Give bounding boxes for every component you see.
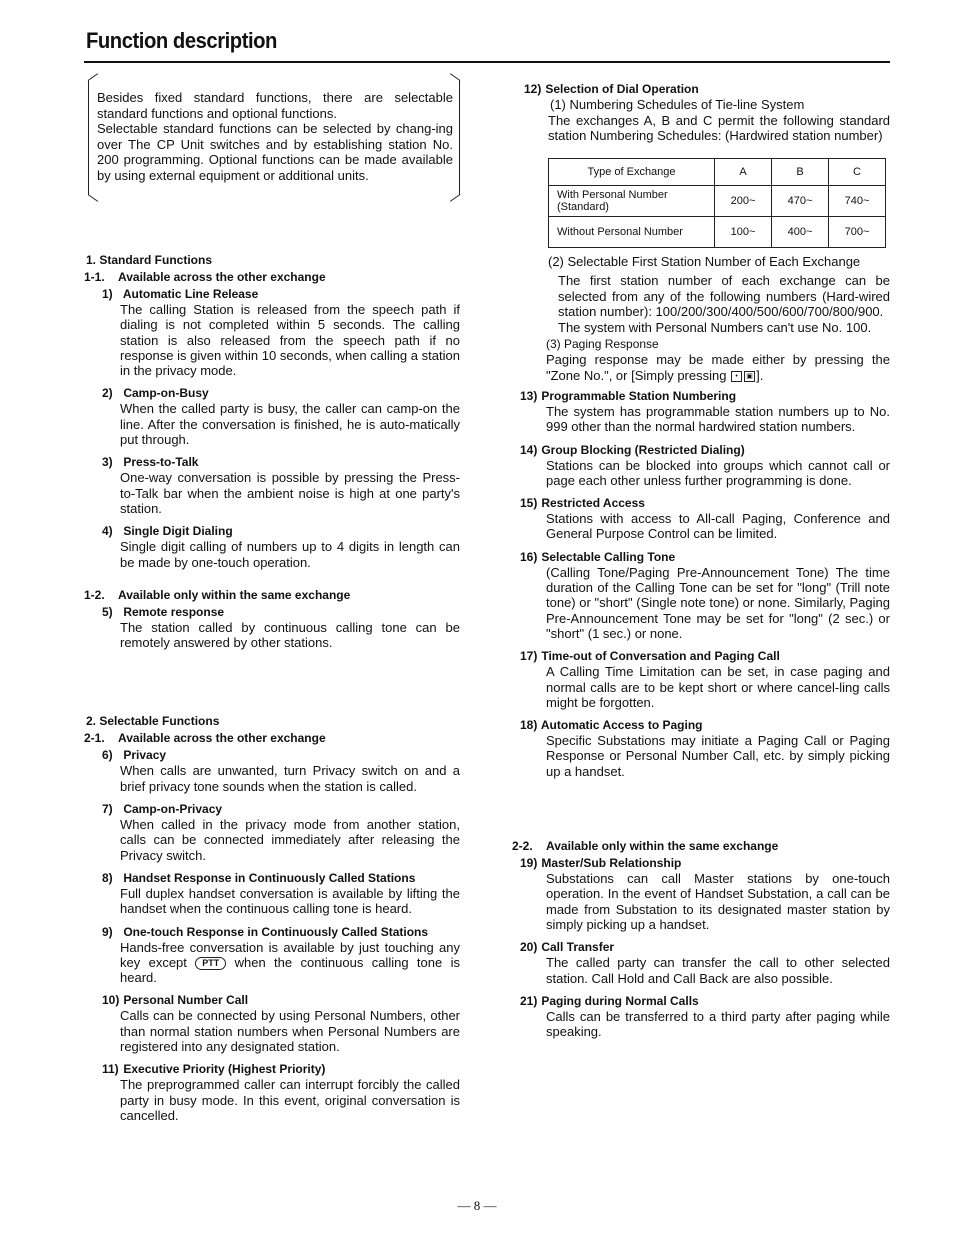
item-automatic-line-release: 1) Automatic Line Release The calling Station is released from the speech path if dialing is not completed within 5 seconds. The calling station is also released from the speech path if no response is given within 10 seconds, when calling a station in the privacy mode. — [102, 287, 460, 379]
intro-bracket-right — [447, 80, 460, 195]
table-cell: 700~ — [829, 216, 886, 247]
item-body: Specific Substations may initiate a Paging Call or Paging Response or Personal Number Call, etc. by simply picking up a handset. — [546, 733, 890, 779]
item-body: The station called by continuous calling tone can be remotely answered by other stations. — [120, 619, 460, 651]
item-body: The preprogrammed caller can interrupt forcibly the called party in busy mode. In this event, original conversation is cancelled. — [120, 1077, 460, 1123]
dial-sub3-body: Paging response may be made either by pressing the "Zone No.", or [Simply pressing • ▣ ]. — [546, 352, 890, 383]
ptt-key-icon: PTT — [195, 957, 226, 970]
item-body: Calls can be connected by using Personal Numbers, other than normal station numbers when Personal Numbers are registered into any designated station. — [120, 1008, 460, 1055]
table-header-row — [549, 158, 886, 185]
item-body: Hands-free conversation is available by just touching any key except PTT when the continuous calling tone is heard. — [120, 939, 460, 986]
dial-sub2-head: (2) Selectable First Station Number of Each Exchange — [548, 253, 861, 269]
item-body: When the called party is busy, the caller can camp-on the line. After the conversation is finished, he is auto-matically put through. — [120, 401, 460, 448]
intro-para-1: Besides fixed standard functions, there are selectable standard functions and optional functions. — [97, 90, 453, 121]
item-body: One-way conversation is possible by pressing the Press-to-Talk bar when the ambient noise is high at one party's station. — [120, 470, 460, 516]
table-row — [549, 185, 886, 216]
item-selectable-calling-tone: 16) Selectable Calling Tone (Calling Tone/Paging Pre-Announcement Tone) The time duration of the Calling Tone can be set for "long" (Trill note tone) or "short" (Single note tone) or none. Similarly, Paging Pre-Announcement Tone may be set for "long" (2 sec.) or "short" (1 sec.) or none. — [520, 549, 890, 641]
table-cell: Without Personal Number — [549, 216, 715, 247]
item-body: A Calling Time Limitation can be set, in case paging and normal calls are to be kept short or where cancel-ling calls might be forgotten. — [546, 664, 890, 710]
right-column — [512, 82, 890, 1047]
item-time-out: 17) Time-out of Conversation and Paging Call A Calling Time Limitation can be set, in case paging and normal calls are to be kept short or where cancel-ling calls might be forgotten. — [520, 649, 890, 710]
zone-key-icon: ▣ — [744, 371, 755, 382]
item-press-to-talk: 3) Press-to-Talk One-way conversation is possible by pressing the Press-to-Talk bar when the ambient noise is high at one party's station. — [102, 455, 460, 516]
item-restricted-access: 15) Restricted Access Stations with access to All-call Paging, Conference and General Purpose Control can be limited. — [520, 496, 890, 542]
table-row — [549, 216, 886, 247]
item-paging-during-normal-calls: 21) Paging during Normal Calls Calls can be transferred to a third party after paging while speaking. — [520, 993, 890, 1040]
item-automatic-access-to-paging: 18) Automatic Access to Paging Specific Substations may initiate a Paging Call or Paging Response or Personal Number Call, etc. by simply picking up a handset. — [520, 718, 890, 779]
item-one-touch-response: 9) One-touch Response in Continuously Called Stations Hands-free conversation is available by just touching any key except PTT when the continuous calling tone is heard. — [102, 924, 460, 986]
item-body: When calls are unwanted, turn Privacy switch on and a brief privacy tone sounds when the station is called. — [120, 763, 460, 794]
intro-para-2: Selectable standard functions can be selected by chang-ing over The CP Unit switches and by establishing station No. 200 programming. Optional functions can be made available by using external equipment or additional units. — [97, 121, 453, 183]
dial-sub1-body: The exchanges A, B and C permit the following standard station Numbering Schedules: (Hardwired station number) — [548, 112, 890, 143]
item-executive-priority: 11) Executive Priority (Highest Priority) The preprogrammed caller can interrupt forcibly the called party in busy mode. In this event, original conversation is cancelled. — [102, 1062, 460, 1123]
item-handset-response: 8) Handset Response in Continuously Called Stations Full duplex handset conversation is available by lifting the handset when the continuous calling tone is heard. — [102, 870, 460, 917]
table-header: A — [715, 158, 772, 185]
section-1-2-heading: 1-2. Available only within the same exchange — [84, 587, 351, 602]
table-cell: 740~ — [829, 185, 886, 216]
section-2-title: 2. Selectable Functions — [86, 714, 220, 729]
page-title: Function description — [86, 28, 277, 53]
table-header: B — [772, 158, 829, 185]
table-header: C — [829, 158, 886, 185]
item-body: When called in the privacy mode from another station, calls can be connected immediately after releasing the Privacy switch. — [120, 817, 460, 863]
item-body: The system has programmable station numbers up to No. 999 other than the normal hardwired station numbers. — [546, 404, 890, 435]
table-cell: With Personal Number (Standard) — [549, 185, 715, 216]
table-cell: 100~ — [715, 216, 772, 247]
intro-box — [88, 80, 460, 195]
dial-sub2-body-2: The system with Personal Numbers can't use No. 100. — [558, 319, 872, 335]
item-call-transfer: 20) Call Transfer The called party can transfer the call to other selected station. Call Hold and Call Back are also possible. — [520, 940, 890, 986]
item-body: Stations with access to All-call Paging, Conference and General Purpose Control can be limited. — [546, 511, 890, 542]
table-cell: 400~ — [772, 216, 829, 247]
item-body: Stations can be blocked into groups which cannot call or page each other unless further programming is done. — [546, 457, 890, 488]
item-privacy: 6) Privacy When calls are unwanted, turn Privacy switch on and a brief privacy tone sounds when the station is called. — [102, 748, 460, 794]
item-body: Full duplex handset conversation is available by lifting the handset when the continuous calling tone is heard. — [120, 885, 460, 917]
item-body: Calls can be transferred to a third party after paging while speaking. — [546, 1008, 890, 1040]
title-rule — [84, 61, 890, 63]
item-selection-of-dial-operation: 12) Selection of Dial Operation (1) Numbering Schedules of Tie-line System The exchanges A, B and C permit the following standard station Numbering Schedules: (Hardwired station number) Type of Exchange A B C With Personal Number (Standard) 200~ 470~ 740~ Without Personal Number 100~ 400~ 700~ (2) Selectable First Station Number of Each Exchange The first station number of each exchange can be selected from any of the following numbers (Hard-wired station number): 100/200/300/400/500/600/700/800/900. The system with Personal Numbers can't use No. 100. (3) Paging Response Paging response may be made either by pressing the "Zone No.", or [Simply pressing • ▣ ]. — [524, 82, 890, 383]
dot-key-icon: • — [731, 371, 742, 382]
section-2-2-heading: 2-2. Available only within the same exchange — [512, 839, 779, 854]
item-programmable-station-numbering: 13) Programmable Station Numbering The system has programmable station numbers up to No. 999 other than the normal hardwired station numbers. — [520, 389, 890, 435]
table-header: Type of Exchange — [549, 158, 715, 185]
item-group-blocking: 14) Group Blocking (Restricted Dialing) Stations can be blocked into groups which cannot call or page each other unless further programming is done. — [520, 442, 890, 488]
table-cell: 200~ — [715, 185, 772, 216]
left-column — [84, 80, 460, 1131]
dial-sub3-head: (3) Paging Response — [546, 337, 659, 351]
item-remote-response: 5) Remote response The station called by continuous calling tone can be remotely answered by other stations. — [102, 604, 460, 651]
section-1-1-heading: 1-1. Available across the other exchange — [84, 270, 326, 284]
item-single-digit-dialing: 4) Single Digit Dialing Single digit calling of numbers up to 4 digits in length can be made by one-touch operation. — [102, 524, 460, 570]
item-body: (Calling Tone/Paging Pre-Announcement Tone) The time duration of the Calling Tone can be set for "long" (Trill note tone) or "short" (Single note tone) or none. Similarly, Paging Pre-Announcement Tone may be set for "long" (2 sec.) or "short" (1 sec.) or none. — [546, 564, 890, 641]
item-body: The called party can transfer the call to other selected station. Call Hold and Call Back are also possible. — [546, 955, 890, 986]
dial-sub2-body-1: The first station number of each exchange can be selected from any of the following numbers (Hard-wired station number): 100/200/300/400/500/600/700/800/900. — [558, 273, 890, 319]
section-1-title: 1. Standard Functions — [86, 253, 213, 267]
item-camp-on-privacy: 7) Camp-on-Privacy When called in the privacy mode from another station, calls can be connected immediately after releasing the Privacy switch. — [102, 802, 460, 863]
page-number: — 8 — — [457, 1198, 497, 1213]
item-master-sub-relationship: 19) Master/Sub Relationship Substations can call Master stations by one-touch operation. In the event of Handset Substation, a call can be made from Substation to its designated master station by simply picking up a handset. — [520, 856, 890, 932]
item-body: The calling Station is released from the speech path if dialing is not completed within 5 seconds. The calling station is also released from the speech path if no response is given within 10 seconds, when calling a station in the privacy mode. — [120, 302, 460, 379]
section-2-1-heading: 2-1. Available across the other exchange — [84, 731, 326, 746]
item-personal-number-call: 10) Personal Number Call Calls can be connected by using Personal Numbers, other than normal station numbers when Personal Numbers are registered into any designated station. — [102, 993, 460, 1055]
item-body: Substations can call Master stations by one-touch operation. In the event of Handset Substation, a call can be made from Substation to its designated master station by simply picking up a handset. — [546, 871, 890, 932]
numbering-schedule-table — [548, 158, 886, 248]
table-cell: 470~ — [772, 185, 829, 216]
intro-bracket-left — [88, 80, 101, 195]
dial-sub1-head: (1) Numbering Schedules of Tie-line System — [550, 97, 805, 112]
item-body: Single digit calling of numbers up to 4 digits in length can be made by one-touch operation. — [120, 539, 460, 570]
item-camp-on-busy: 2) Camp-on-Busy When the called party is busy, the caller can camp-on the line. After the conversation is finished, he is auto-matically put through. — [102, 386, 460, 448]
